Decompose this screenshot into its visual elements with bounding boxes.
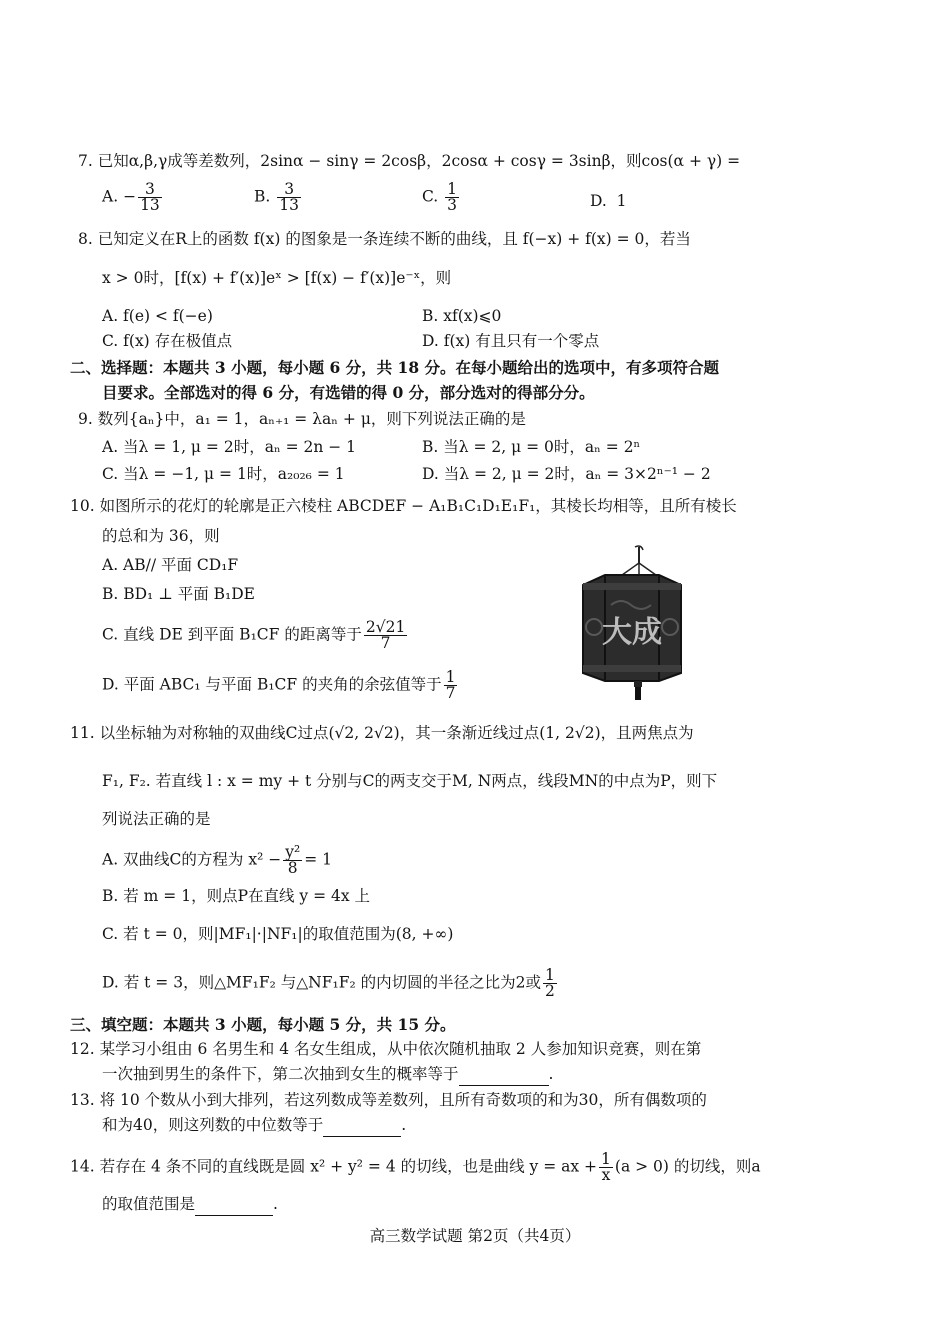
q9-option-d: D. 当λ = 2, μ = 2时，aₙ = 3×2ⁿ⁻¹ − 2	[422, 465, 711, 483]
q12-stem-line2: 一次抽到男生的条件下，第二次抽到女生的概率等于 .	[102, 1063, 553, 1086]
q13-stem-line2: 和为40，则这列数的中位数等于 .	[102, 1114, 406, 1137]
q10-stem-line1: 10. 如图所示的花灯的轮廓是正六棱柱 ABCDEF − A₁B₁C₁D₁E₁F₁，其棱长均相等，且所有棱长	[70, 497, 737, 515]
section3-heading: 三、填空题：本题共 3 小题，每小题 5 分，共 15 分。	[70, 1015, 456, 1034]
q7-b-fraction: $\frac{3}{13}$	[279, 180, 299, 214]
q7-stem: 7. 已知α,β,γ成等差数列，2sinα − sinγ = 2cosβ，2cosα + cosγ = 3sinβ，则cos(α + γ) =	[78, 152, 741, 170]
q8-option-a: A. f(e) < f(−e)	[102, 307, 213, 325]
q14-fraction: $\frac{1}{x}$	[601, 1150, 611, 1184]
section2-heading-line2: 目要求。全部选对的得 6 分，有选错的得 0 分，部分选对的得部分分。	[102, 383, 595, 402]
q8-option-c: C. f(x) 存在极值点	[102, 332, 233, 350]
q13-stem-line1: 13. 将 10 个数从小到大排列，若这列数成等差数列，且所有奇数项的和为30，所有偶数项的	[70, 1091, 707, 1109]
q11-option-b: B. 若 m = 1，则点P在直线 y = 4x 上	[102, 887, 371, 905]
q8-stem-line1: 8. 已知定义在R上的函数 f(x) 的图象是一条连续不断的曲线，且 f(−x) + f(x) = 0，若当	[78, 230, 691, 248]
q9-option-a: A. 当λ = 1, μ = 2时，aₙ = 2n − 1	[102, 438, 357, 456]
lantern-image	[575, 545, 685, 700]
q14-answer-blank	[195, 1193, 273, 1216]
page-footer: 高三数学试题 第2页（共4页）	[369, 1227, 581, 1245]
q11-option-a: A. 双曲线C的方程为 x² − $\frac{\text{y²}}{8}$ = 1	[102, 843, 332, 877]
q9-stem: 9. 数列{aₙ}中，a₁ = 1，aₙ₊₁ = λaₙ + μ，则下列说法正确的是	[78, 410, 526, 428]
q14-stem-line2: 的取值范围是 .	[102, 1193, 278, 1216]
q9-option-c: C. 当λ = −1, μ = 1时，a₂₀₂₆ = 1	[102, 465, 345, 483]
q7-option-a: A. − $\frac{3}{13}$	[102, 180, 160, 214]
q13-answer-blank	[323, 1114, 401, 1137]
q7-c-fraction: $\frac{1}{3}$	[447, 180, 458, 214]
q11-option-c: C. 若 t = 0，则|MF₁|·|NF₁|的取值范围为(8, +∞)	[102, 925, 454, 943]
q14-stem-line1: 14. 若存在 4 条不同的直线既是圆 x² + y² = 4 的切线，也是曲线 y = ax + $\frac{1}{x}$ (a > 0) 的切线，则a	[70, 1150, 761, 1184]
q10-option-c: C. 直线 DE 到平面 B₁CF 的距离等于 $\frac{2√21}{7}$	[102, 618, 406, 652]
q10-stem-line2: 的总和为 36，则	[102, 527, 220, 545]
q11-option-d: D. 若 t = 3，则△MF₁F₂ 与△NF₁F₂ 的内切圆的半径之比为2或 $\frac{1}{2}$	[102, 966, 555, 1000]
section2-heading-line1: 二、选择题：本题共 3 小题，每小题 6 分，共 18 分。在每小题给出的选项中，有多项符合题	[70, 358, 720, 377]
q7-option-b: B. $\frac{3}{13}$	[254, 180, 299, 214]
q10-option-d: D. 平面 ABC₁ 与平面 B₁CF 的夹角的余弦值等于 $\frac{1}{7}$	[102, 668, 456, 702]
q8-option-b: B. xf(x)⩽0	[422, 307, 502, 325]
q11-a-fraction: $\frac{\text{y²}}{8}$	[285, 843, 301, 877]
q10-option-a: A. AB// 平面 CD₁F	[102, 556, 239, 574]
q8-stem-line2: x > 0时，[f(x) + f′(x)]eˣ > [f(x) − f′(x)]e⁻ˣ，则	[102, 269, 452, 287]
q11-stem-line2: F₁, F₂. 若直线 l : x = my + t 分别与C的两支交于M, N两点，线段MN的中点为P，则下	[102, 772, 718, 790]
q10-c-fraction: $\frac{2√21}{7}$	[365, 618, 406, 652]
q11-d-fraction: $\frac{1}{2}$	[544, 966, 555, 1000]
q12-answer-blank	[459, 1063, 549, 1086]
lantern-calligraphy: 大成	[602, 615, 662, 650]
q8-option-d: D. f(x) 有且只有一个零点	[422, 332, 600, 350]
q10-d-fraction: $\frac{1}{7}$	[445, 668, 456, 702]
q11-stem-line1: 11. 以坐标轴为对称轴的双曲线C过点(√2, 2√2)，其一条渐近线过点(1, 2√2)，且两焦点为	[70, 724, 694, 742]
q12-stem-line1: 12. 某学习小组由 6 名男生和 4 名女生组成，从中依次随机抽取 2 人参加知识竞赛，则在第	[70, 1040, 702, 1058]
q10-option-b: B. BD₁ ⊥ 平面 B₁DE	[102, 585, 255, 603]
q7-a-fraction: $\frac{3}{13}$	[140, 180, 160, 214]
q9-option-b: B. 当λ = 2, μ = 0时，aₙ = 2ⁿ	[422, 438, 641, 456]
q7-option-d: D. 1	[590, 192, 627, 210]
lantern-illustration	[575, 545, 685, 700]
q7-option-c: C. $\frac{1}{3}$	[422, 180, 458, 214]
q11-stem-line3: 列说法正确的是	[102, 810, 211, 828]
